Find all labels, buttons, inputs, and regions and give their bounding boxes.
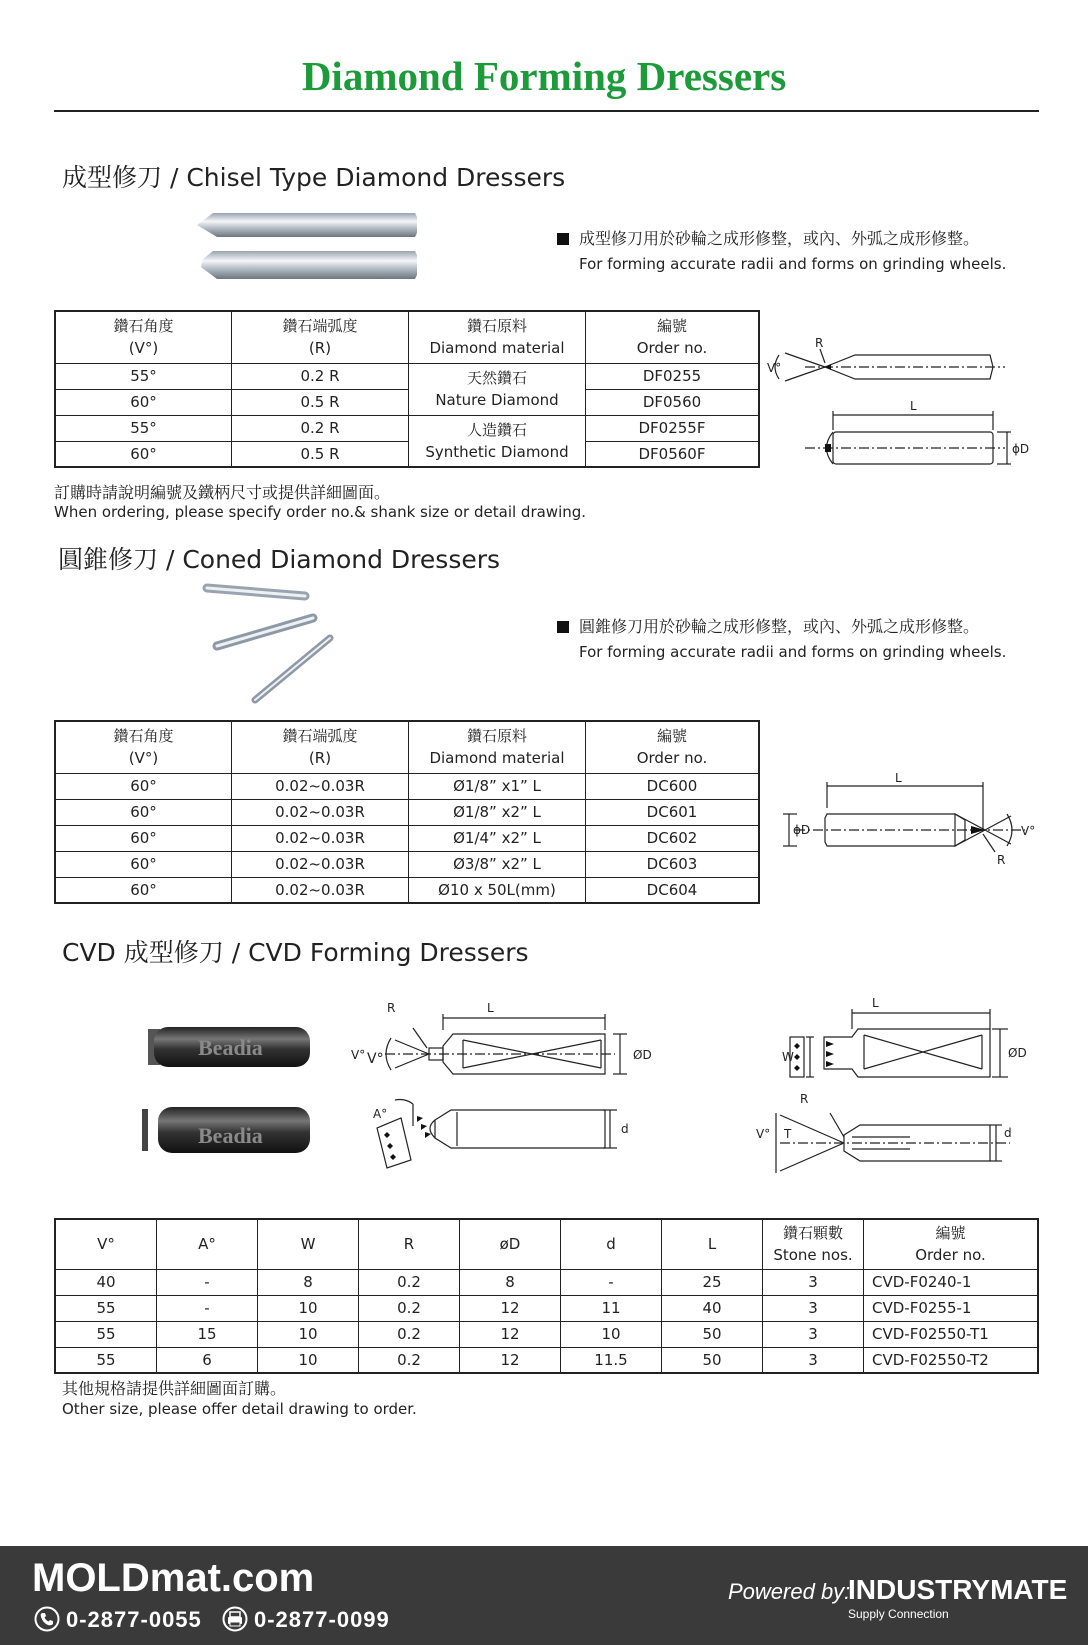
table-row: 60° 0.02~0.03R Ø1/4” x2” L DC602 [55, 825, 759, 851]
table-row: 60° 0.02~0.03R Ø3/8” x2” L DC603 [55, 851, 759, 877]
coned-product-photo [195, 578, 345, 708]
svg-text:L: L [487, 1001, 494, 1015]
table-row: 60° 0.02~0.03R Ø10 x 50L(mm) DC604 [55, 877, 759, 903]
table-row: 55° 0.2 R 人造鑽石 Synthetic Diamond DF0255F [55, 415, 759, 441]
table-row: 55° 0.2 R 天然鑽石 Nature Diamond DF0255 [55, 363, 759, 389]
footer-fax[interactable]: 0-2877-0099 [254, 1607, 390, 1632]
table-row: 55 6 10 0.2 12 11.5 50 3 CVD-F02550-T2 [55, 1347, 1038, 1373]
svg-text:ØD: ØD [633, 1048, 652, 1062]
table-row: 55 - 10 0.2 12 11 40 3 CVD-F0255-1 [55, 1295, 1038, 1321]
cvd-note-en: Other size, please offer detail drawing to order. [62, 1400, 417, 1418]
svg-text:V°: V° [1021, 824, 1036, 838]
svg-text:V°: V° [756, 1127, 771, 1141]
svg-text:L: L [910, 399, 917, 413]
table-row: 60° 0.5 R DF0560F [55, 441, 759, 467]
footer-phone[interactable]: 0-2877-0055 [66, 1607, 202, 1632]
svg-text:R: R [997, 853, 1006, 867]
cvd-product-photo [140, 1025, 320, 1160]
chisel-product-photo [195, 205, 425, 287]
coned-heading: 圓錐修刀 / Coned Diamond Dressers [58, 545, 501, 574]
svg-text:d: d [1004, 1126, 1012, 1140]
svg-text:V°: V° [351, 1048, 366, 1062]
industrymate-logo[interactable]: INDUSTRYMATE [848, 1574, 1068, 1605]
svg-text:ϕD: ϕD [793, 823, 811, 837]
svg-text:R: R [815, 336, 824, 350]
chisel-diagram [765, 335, 1035, 475]
svg-text:ϕD: ϕD [1012, 442, 1030, 456]
chisel-description: 成型修刀用於砂輪之成形修整，或內、外弧之成形修整。 For forming accurate radii and forms on grinding wheels. [557, 226, 1006, 273]
svg-text:A°: A° [373, 1107, 388, 1121]
chisel-order-note-cn: 訂購時請說明編號及鐵柄尺寸或提供詳細圖面。 [54, 483, 391, 502]
chisel-order-note-en: When ordering, please specify order no.& shank size or detail drawing. [54, 503, 587, 521]
coned-description: 圓錐修刀用於砂輪之成形修整，或內、外弧之成形修整。 For forming accurate radii and forms on grinding wheels. [557, 614, 1006, 661]
svg-text:L: L [872, 996, 879, 1010]
fax-icon [222, 1606, 248, 1632]
industrymate-tagline: Supply Connection [848, 1607, 949, 1621]
svg-text:W: W [782, 1050, 794, 1064]
footer-brand[interactable]: MOLDmat.com [32, 1556, 315, 1600]
page-title: Diamond Forming Dressers [301, 53, 787, 99]
cvd-note-cn: 其他規格請提供詳細圖面訂購。 [62, 1379, 287, 1398]
cvd-diagram-b [756, 995, 1050, 1175]
svg-text:L: L [895, 771, 902, 785]
chisel-heading: 成型修刀 / Chisel Type Diamond Dressers [62, 163, 566, 192]
table-row: 60° 0.02~0.03R Ø1/8” x2” L DC601 [55, 799, 759, 825]
cvd-heading: CVD 成型修刀 / CVD Forming Dressers [62, 938, 529, 967]
table-row: 60° 0.02~0.03R Ø1/8” x1” L DC600 [55, 773, 759, 799]
svg-text:V°: V° [767, 361, 782, 375]
svg-text:d: d [621, 1122, 629, 1136]
phone-icon [34, 1606, 60, 1632]
svg-text:R: R [387, 1001, 396, 1015]
table-row: 60° 0.5 R DF0560 [55, 389, 759, 415]
cvd-diagram-a-v-label: V° [367, 1051, 384, 1067]
svg-text:Beadia: Beadia [198, 1123, 263, 1148]
chisel-spec-table: 鑽石角度 (V°) 鑽石端弧度 (R) 鑽石原料 Diamond material 編號 Order no. 55° 0.2 R 天然鑽石 Nature Diamond DF0255 60° 0.5 R DF0560 55° 0.2 R 人造鑽石 Synthetic Diamond DF0255F 60° 0.5 R DF0560F [54, 310, 760, 468]
coned-diagram [775, 770, 1045, 870]
table-row: 55 15 10 0.2 12 10 50 3 CVD-F02550-T1 [55, 1321, 1038, 1347]
svg-text:ØD: ØD [1008, 1046, 1027, 1060]
title-rule [54, 110, 1039, 112]
svg-text:R: R [800, 1092, 809, 1106]
svg-text:Beadia: Beadia [198, 1035, 263, 1060]
cvd-diagram-a [351, 1000, 655, 1175]
cvd-spec-table: V° A° W R øD d L 鑽石顆數 Stone nos. 編號 Order no. 40 - 8 0.2 8 - 25 3 CVD-F0240-1 55 - 10 0.2 12 11 40 3 CVD-F0255-1 55 15 10 0.2 12 10 50 3 CVD-F02550-T1 55 6 10 0.2 12 11.5 50 3 CVD-F02550-T2 [54, 1218, 1039, 1374]
coned-spec-table: 鑽石角度 (V°) 鑽石端弧度 (R) 鑽石原料 Diamond material 編號 Order no. 60° 0.02~0.03R Ø1/8” x1” L DC600 60° 0.02~0.03R Ø1/8” x2” L DC601 60° 0.02~0.03R Ø1/4” x2” L DC602 60° 0.02~0.03R Ø3/8” x2” L DC603 60° 0.02~0.03R Ø10 x 50L(mm) DC604 [54, 720, 760, 904]
table-row: 40 - 8 0.2 8 - 25 3 CVD-F0240-1 [55, 1269, 1038, 1295]
svg-text:T: T [784, 1127, 792, 1141]
powered-by-label: Powered by: [728, 1579, 851, 1604]
